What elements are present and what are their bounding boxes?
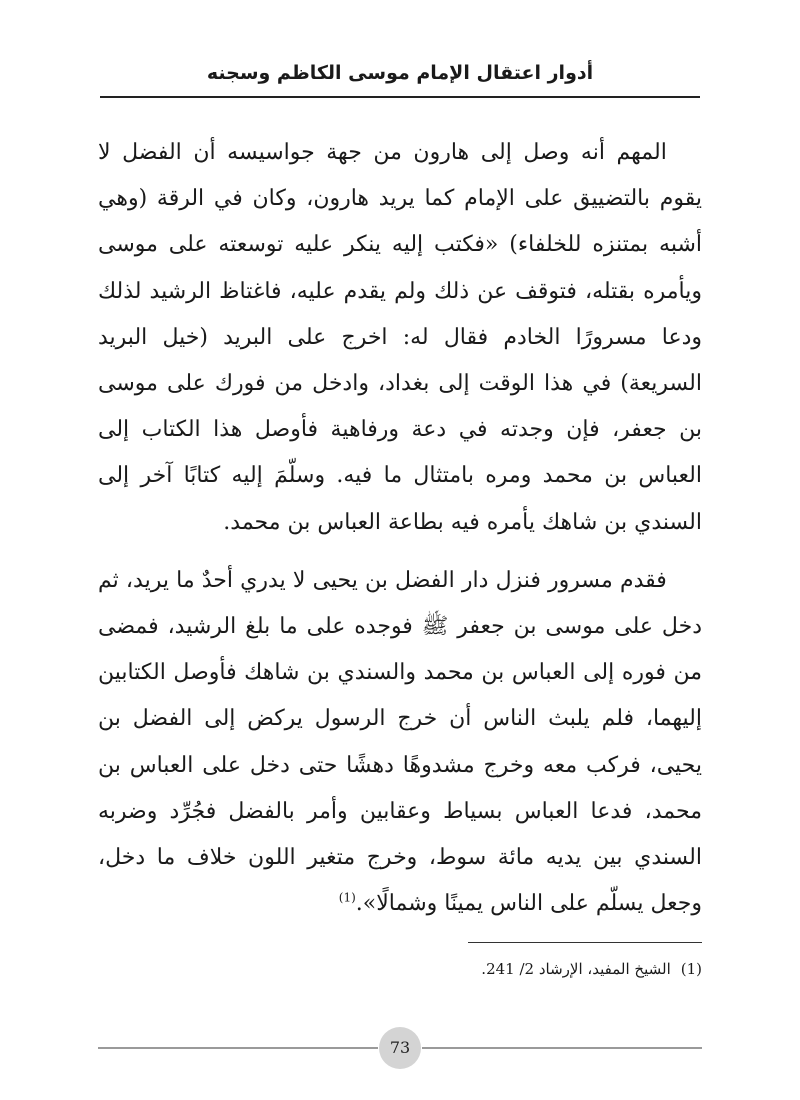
main-text	[98, 130, 702, 927]
running-title: أدوار اعتقال الإمام موسى الكاظم وسجنه	[206, 62, 594, 84]
folio-line-left	[98, 1047, 378, 1049]
footnote-reference: (1)	[338, 890, 356, 905]
footnote-rule	[468, 942, 702, 943]
paragraph-1	[98, 130, 702, 546]
footnote-text: الشيخ المفيد، الإرشاد 2/ 241.	[481, 960, 671, 978]
paragraph-1-text: المهم أنه وصل إلى هارون من جهة جواسيسه أن الفضل لا يقوم بالتضييق على الإمام كما يريد هارون، وكان في الرقة (وهي أشبه بمتنزه للخلفاء) «فكتب إليه ينكر عليه توسعته على موسى ويأمره بقتله، فتوقف عن ذلك ولم يقدم عليه، فاغتاظ الرشيد لذلك ودعا مسرورًا الخادم فقال له: اخرج على البريد (خيل البريد السريعة) في هذا الوقت إلى بغداد، وادخل من فورك على موسى بن جعفر، فإن وجدته في دعة ورفاهية فأوصل هذا الكتاب إلى العباس بن محمد ومره بامتثال ما فيه. وسلّمَ إليه كتابًا آخر إلى السندي بن شاهك يأمره فيه بطاعة العباس بن محمد.	[98, 140, 702, 535]
footnote-number: (1)	[680, 960, 702, 978]
paragraph-2-text: فقدم مسرور فنزل دار الفضل بن يحيى لا يدري أحدٌ ما يريد، ثم دخل على موسى بن جعفر ﷺ فوجده على ما بلغ الرشيد، فمضى من فوره إلى العباس بن محمد والسندي بن شاهك فأوصل الكتابين إليهما، فلم يلبث الناس أن خرج الرسول يركض إلى الفضل بن يحيى، فركب معه وخرج مشدوهًا دهشًا حتى دخل على العباس بن محمد، فدعا العباس بسياط وعقابين وأمر بالفضل فجُرِّد وضربه السندي بين يديه مائة سوط، وخرج متغير اللون خلاف ما دخل، وجعل يسلّم على الناس يمينًا وشمالًا».	[98, 567, 702, 917]
paragraph-2	[98, 558, 702, 928]
footnote	[100, 958, 702, 980]
folio-line-right	[422, 1047, 702, 1049]
header-rule	[100, 96, 700, 98]
page-number: 73	[379, 1027, 421, 1069]
